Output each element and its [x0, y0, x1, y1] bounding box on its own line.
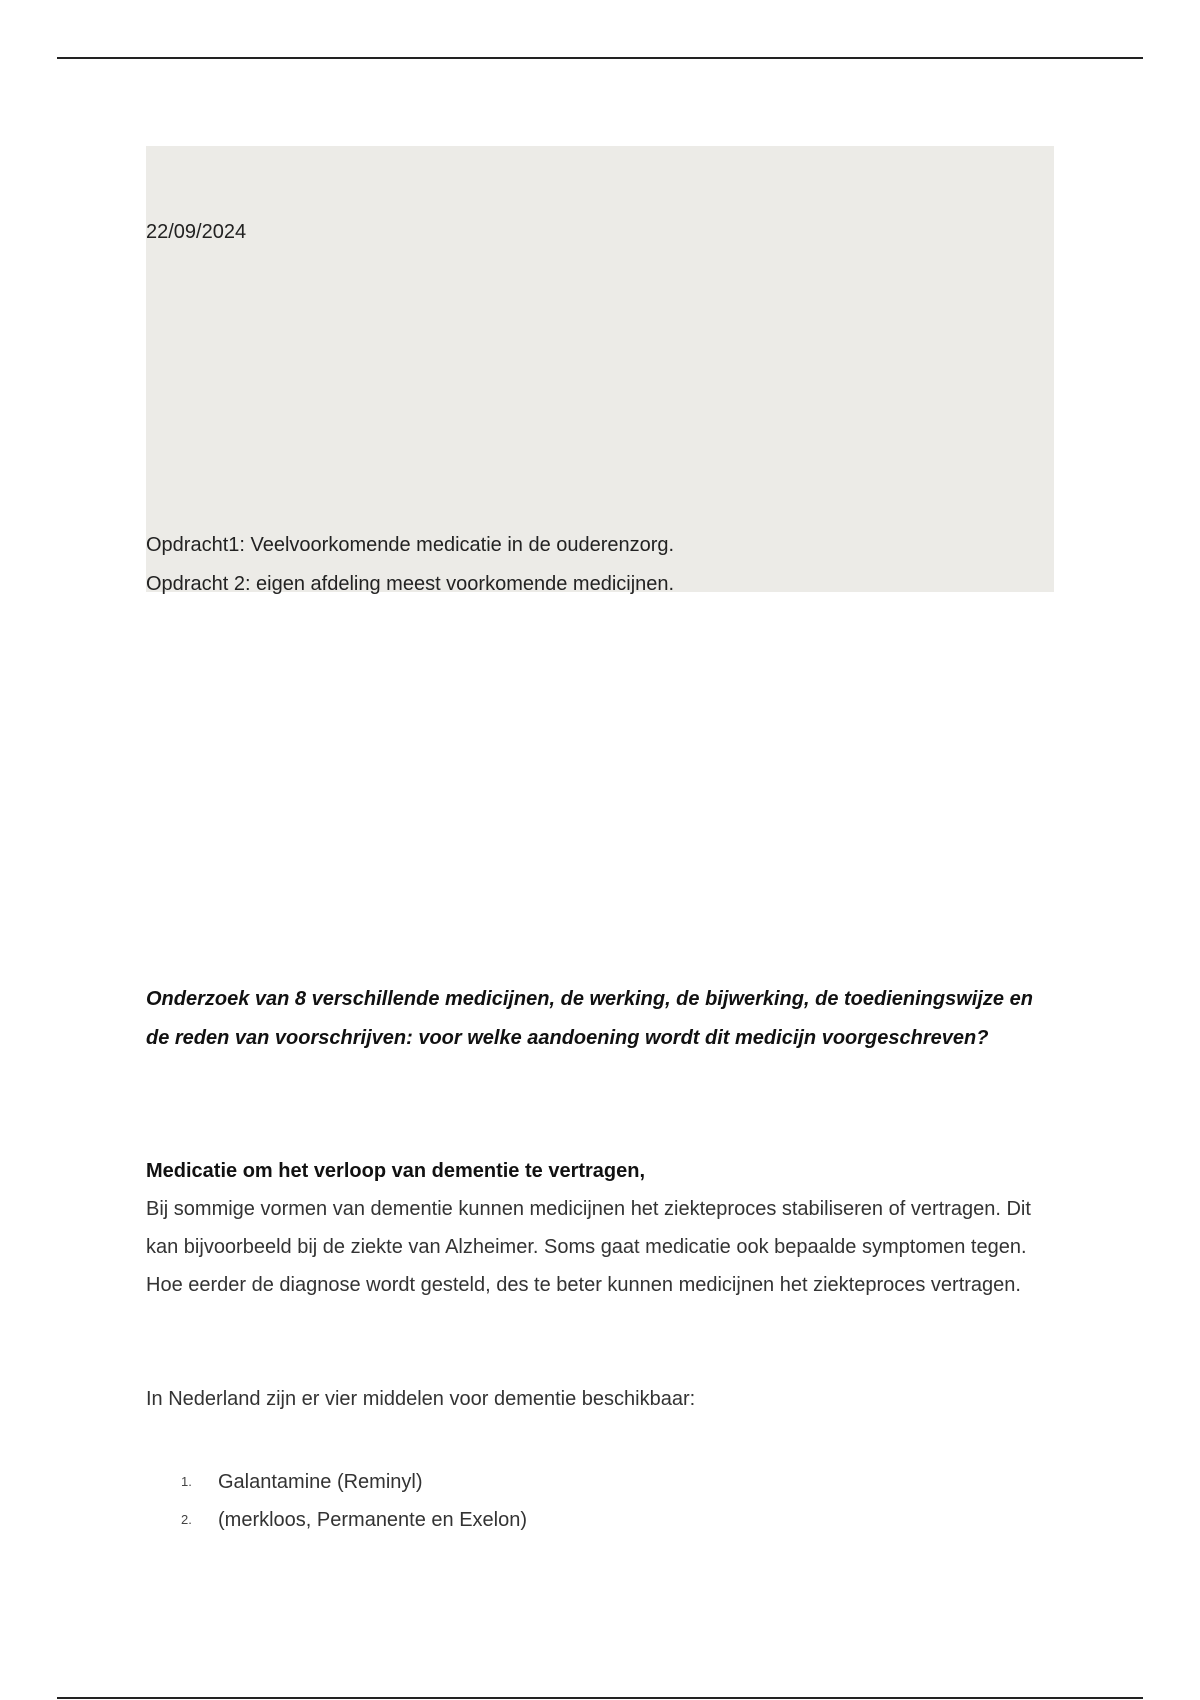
- list-item-text: Galantamine (Reminyl): [218, 1471, 423, 1493]
- research-question: Onderzoek van 8 verschillende medicijnen, de werking, de bijwerking, de toedieningswijze en de reden van voorschrijven: voor welke aandoening wordt dit medicijn voorgeschreven?: [146, 988, 1033, 1049]
- list-item-number: 2.: [181, 1512, 192, 1527]
- assignment-lines: [146, 526, 674, 604]
- list-item-number: 1.: [181, 1474, 192, 1489]
- document-date: 22/09/2024: [146, 221, 247, 243]
- bottom-rule: [57, 1697, 1143, 1699]
- availability-paragraph: In Nederland zijn er vier middelen voor dementie beschikbaar:: [146, 1388, 696, 1410]
- list-item-text: (merkloos, Permanente en Exelon): [218, 1509, 528, 1531]
- cover-block: [146, 146, 1054, 595]
- section-heading: Medicatie om het verloop van dementie te vertragen,: [146, 1160, 646, 1182]
- assignment-1: Opdracht1: Veelvoorkomende medicatie in de ouderenzorg.: [146, 534, 675, 556]
- section-paragraph: Bij sommige vormen van dementie kunnen medicijnen het ziekteproces stabiliseren of vertragen. Dit kan bijvoorbeeld bij de ziekte van Alzheimer. Soms gaat medicatie ook bepaalde symptomen tegen. Hoe eerder de diagnose wordt gesteld, des te beter kunnen medicijnen het ziekteproces vertragen.: [146, 1198, 1031, 1296]
- assignment-2: Opdracht 2: eigen afdeling meest voorkomende medicijnen.: [146, 573, 675, 595]
- top-rule: [57, 57, 1143, 59]
